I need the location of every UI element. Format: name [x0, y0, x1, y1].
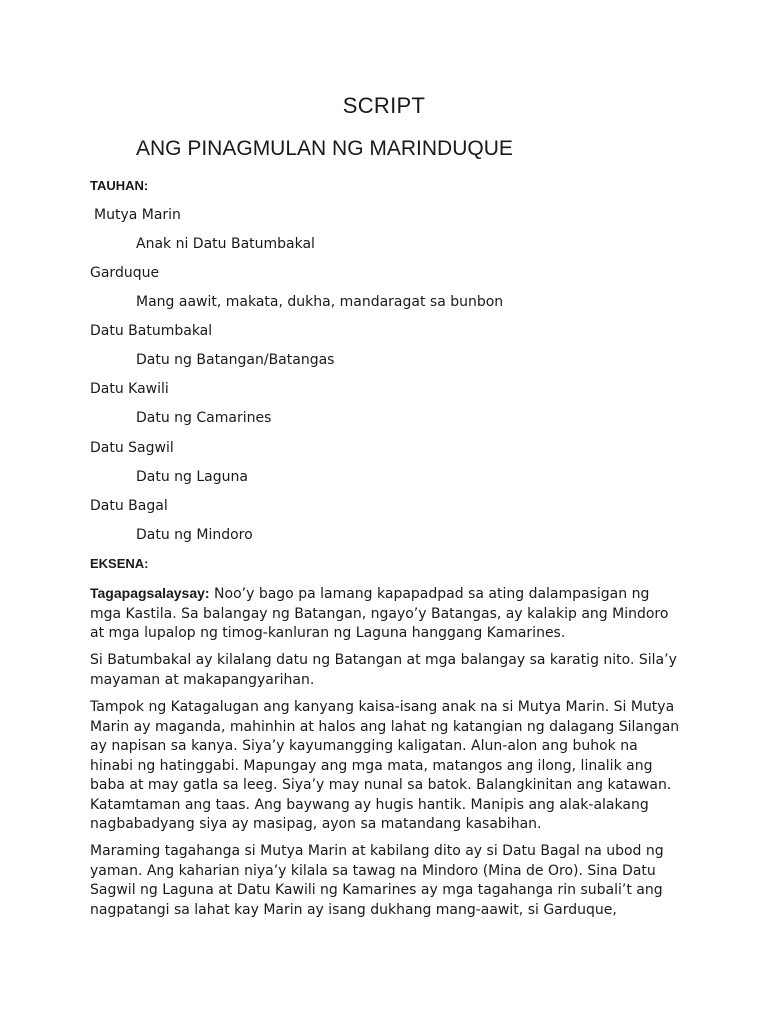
narration-paragraph: Si Batumbakal ay kilalang datu ng Batangan at mga balangay sa karatig nito. Sila’y mayaman at makapangyarihan.: [90, 652, 677, 688]
scene-label: EKSENA:: [90, 556, 149, 571]
character-name: Garduque: [90, 265, 160, 281]
page-title: ANG PINAGMULAN NG MARINDUQUE: [136, 137, 513, 160]
character-description: Datu ng Batangan/Batangas: [136, 352, 335, 368]
character-description: Mang aawit, makata, dukha, mandaragat sa bunbon: [136, 294, 504, 310]
narration-paragraph: [90, 584, 680, 644]
character-name: Datu Kawili: [90, 381, 169, 397]
character-name: Datu Sagwil: [90, 440, 174, 456]
character-description: Anak ni Datu Batumbakal: [136, 236, 315, 252]
script-label: SCRIPT: [342, 93, 426, 118]
narration-paragraph: Maraming tagahanga si Mutya Marin at kabilang dito ay si Datu Bagal na ubod ng yaman. Ang kaharian niya’y kilala sa tawag na Mindoro (Mina de Oro). Sina Datu Sagwil ng Laguna at Datu Kawili ng Kamarines ay mga tagahanga rin subali’t ang nagpatangi sa lahat kay Marin ay isang dukhang mang-aawit, si Garduque,: [90, 843, 664, 918]
narrator-label: Tagapagsalaysay:: [90, 585, 210, 601]
paragraph-text: Noo’y bago pa lamang kapapadpad sa ating dalampasigan ng mga Kastila. Sa balangay ng Batangan, ngayo’y Batangas, ay kalakip ang Mindoro at mga lupalop ng timog-kanluran ng Laguna hanggang Kamarines.: [90, 586, 669, 641]
character-description: Datu ng Laguna: [136, 469, 248, 485]
narration-paragraph: Tampok ng Katagalugan ang kanyang kaisa-isang anak na si Mutya Marin. Si Mutya Marin ay maganda, mahinhin at halos ang lahat ng katangian ng dalagang Silangan ay napisan sa kanya. Siya’y kayumangging kaligatan. Alun-alon ang buhok na hinabi ng hatinggabi. Mapungay ang mga mata, matangos ang ilong, linalik ang baba at may gatla sa leeg. Siya’y may nunal sa batok. Balangkinitan ang katawan. Katamtaman ang taas. Ang baywang ay hugis hantik. Manipis ang alak-alakang nagbabadyang siya ay masipag, ayon sa matandang kasabihan.: [90, 699, 680, 832]
character-name: Mutya Marin: [94, 207, 181, 223]
character-description: Datu ng Camarines: [136, 410, 272, 426]
character-name: Datu Bagal: [90, 498, 168, 514]
cast-label: TAUHAN:: [90, 178, 149, 193]
character-description: Datu ng Mindoro: [136, 527, 253, 543]
character-name: Datu Batumbakal: [90, 323, 213, 339]
